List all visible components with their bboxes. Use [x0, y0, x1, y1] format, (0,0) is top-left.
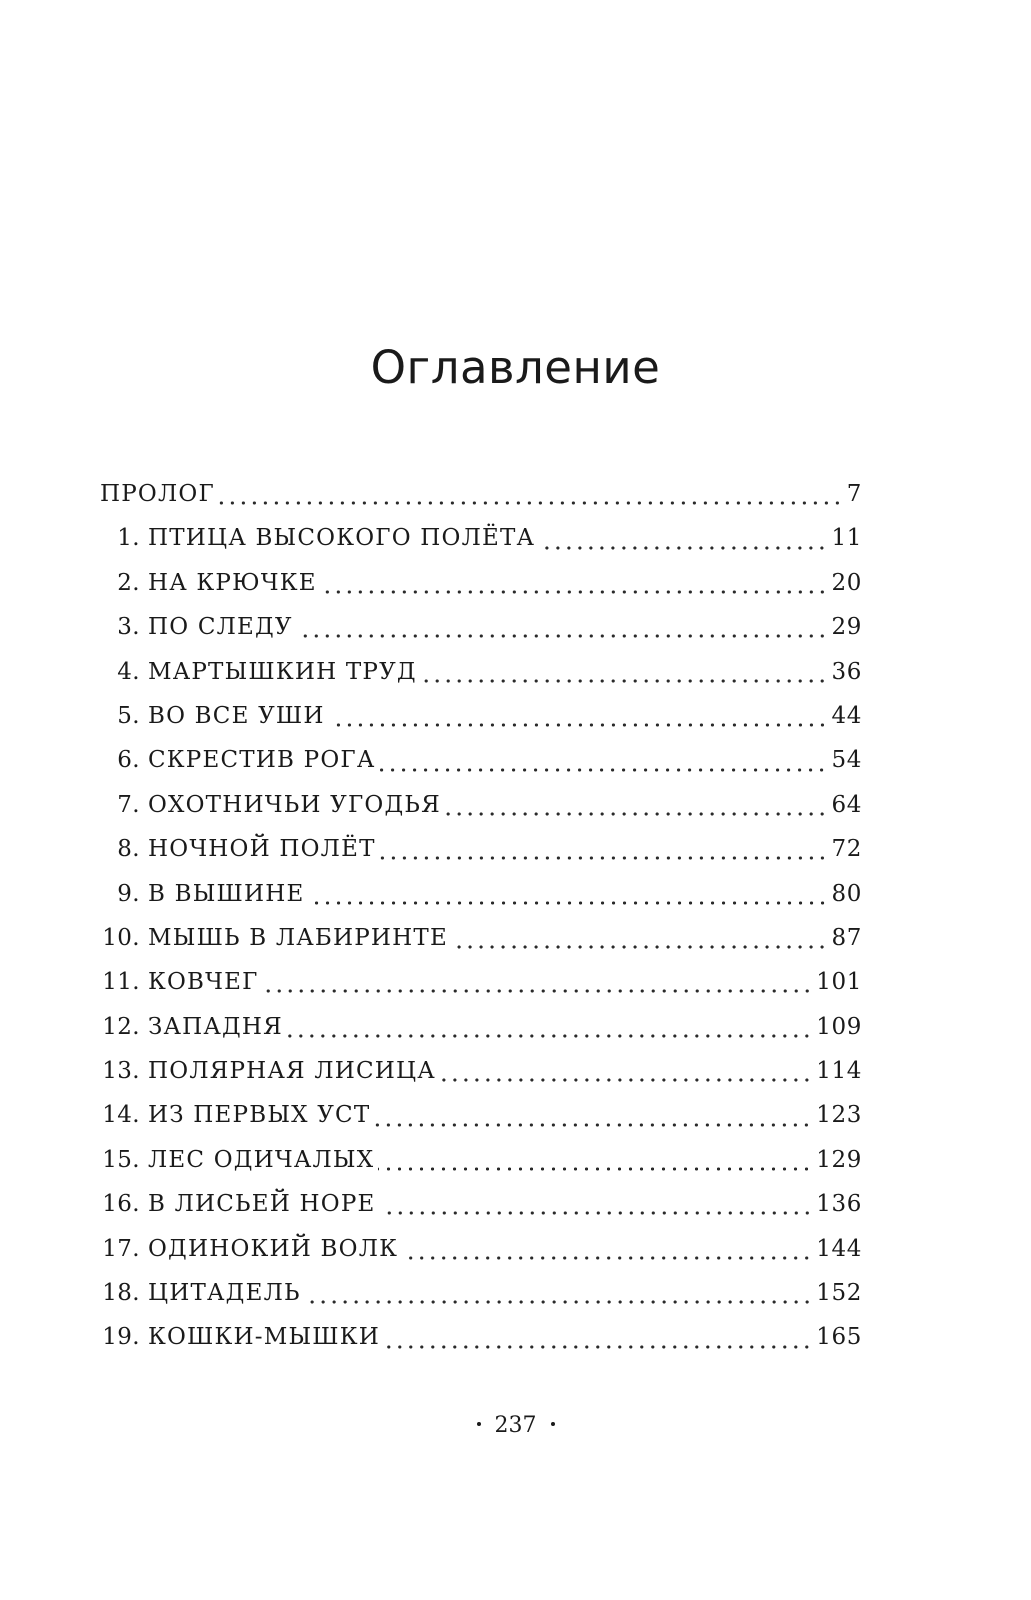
toc-entry-page: 152	[816, 1280, 862, 1307]
toc-entry-title: ЦИТАДЕЛЬ	[148, 1280, 301, 1307]
toc-dot-leader	[321, 571, 828, 601]
toc-entry-number: 12.	[102, 1013, 140, 1040]
toc-entry-page: 129	[816, 1146, 862, 1173]
toc-entry-page: 54	[831, 747, 862, 774]
toc-dot-leader	[297, 615, 828, 645]
toc-entry	[100, 650, 862, 694]
toc-entry-page: 72	[831, 836, 862, 863]
toc-entry-title: НОЧНОЙ ПОЛЁТ	[148, 836, 376, 863]
toc-dot-leader	[378, 1148, 812, 1178]
toc-entry-number: 9.	[117, 880, 140, 907]
toc-dot-leader	[374, 1104, 812, 1134]
toc-dot-leader	[329, 704, 828, 734]
toc-entry-title: ПРОЛОГ	[100, 481, 215, 507]
toc-entry-page: 101	[816, 969, 862, 996]
toc-dot-leader	[452, 926, 828, 956]
toc-dot-leader	[440, 1059, 812, 1089]
page-title: Оглавление	[370, 341, 661, 395]
toc-entry-number: 11.	[102, 969, 140, 996]
toc-entry	[100, 516, 862, 560]
toc-dot-leader	[309, 882, 828, 912]
toc-entry-number: 18.	[102, 1280, 140, 1307]
toc-entry-number: 19.	[102, 1324, 140, 1351]
toc-entry-page: 80	[831, 880, 862, 907]
folio-dot-right	[551, 1422, 555, 1426]
toc-entry	[100, 1315, 862, 1359]
page-number-value: 237	[494, 1413, 537, 1438]
page-number	[0, 1410, 1031, 1442]
toc-entry	[100, 1182, 862, 1226]
toc-entry-number: 17.	[102, 1235, 140, 1262]
toc-entry	[100, 1227, 862, 1271]
toc-dot-leader	[219, 482, 843, 512]
toc-entry-title: ПОЛЯРНАЯ ЛИСИЦА	[148, 1058, 436, 1085]
toc-entry-title: ОХОТНИЧЬИ УГОДЬЯ	[148, 791, 441, 818]
toc-entry	[100, 1093, 862, 1137]
toc-dot-leader	[445, 793, 828, 823]
toc-entry	[100, 1049, 862, 1093]
toc-entry	[100, 1138, 862, 1182]
toc-entry-title: СКРЕСТИВ РОГА	[148, 747, 376, 774]
toc-entry-page: 144	[816, 1235, 862, 1262]
toc-entry-title: ПТИЦА ВЫСОКОГО ПОЛЁТА	[148, 525, 536, 552]
toc-entry-number: 13.	[102, 1058, 140, 1085]
toc-entry-number: 6.	[117, 747, 140, 774]
toc-entry	[100, 694, 862, 738]
toc-entry-number: 3.	[117, 614, 140, 641]
toc-dot-leader	[421, 660, 828, 690]
toc-dot-leader	[379, 749, 827, 779]
toc-entry	[100, 960, 862, 1004]
toc-entry-title: КОШКИ-МЫШКИ	[148, 1324, 381, 1351]
toc-entry-title: КОВЧЕГ	[148, 969, 259, 996]
toc-entry-number: 5.	[117, 702, 140, 729]
toc-entry-page: 44	[831, 702, 862, 729]
toc-entry	[100, 916, 862, 960]
toc-dot-leader	[380, 1192, 813, 1222]
toc-entry-page: 11	[831, 525, 862, 552]
toc-entry-page: 87	[831, 924, 862, 951]
toc-entry-title: ВО ВСЕ УШИ	[148, 702, 325, 729]
toc-entry-number: 14.	[102, 1102, 140, 1129]
toc-entry-page: 109	[816, 1013, 862, 1040]
toc-entry	[100, 605, 862, 649]
toc-entry	[100, 872, 862, 916]
table-of-contents	[100, 472, 862, 1360]
toc-entry-page: 29	[831, 614, 862, 641]
toc-dot-leader	[263, 970, 813, 1000]
toc-entry-number: 1.	[117, 525, 140, 552]
toc-entry-number: 15.	[102, 1146, 140, 1173]
toc-entry-title: ПО СЛЕДУ	[148, 614, 293, 641]
toc-entry-number: 4.	[117, 658, 140, 685]
toc-entry-title: В ЛИСЬЕЙ НОРЕ	[148, 1191, 376, 1218]
toc-entry-page: 64	[831, 791, 862, 818]
toc-entry-title: ОДИНОКИЙ ВОЛК	[148, 1235, 399, 1262]
toc-entry-title: В ВЫШИНЕ	[148, 880, 305, 907]
toc-dot-leader	[380, 837, 828, 867]
toc-entry-page: 7	[846, 481, 862, 507]
toc-entry	[100, 1005, 862, 1049]
folio-dot-left	[477, 1422, 481, 1426]
toc-entry	[100, 472, 862, 516]
toc-entry	[100, 1271, 862, 1315]
toc-entry-page: 136	[816, 1191, 862, 1218]
toc-dot-leader	[384, 1326, 812, 1356]
toc-entry-title: ИЗ ПЕРВЫХ УСТ	[148, 1102, 371, 1129]
toc-entry-page: 20	[831, 569, 862, 596]
toc-entry-title: МАРТЫШКИН ТРУД	[148, 658, 417, 685]
toc-entry	[100, 827, 862, 871]
toc-entry	[100, 738, 862, 782]
toc-entry-page: 123	[816, 1102, 862, 1129]
toc-entry-page: 114	[816, 1058, 862, 1085]
toc-dot-leader	[305, 1281, 813, 1311]
toc-entry-number: 10.	[102, 924, 140, 951]
toc-entry	[100, 783, 862, 827]
toc-dot-leader	[402, 1237, 812, 1267]
toc-entry-number: 2.	[117, 569, 140, 596]
toc-entry-number: 8.	[117, 836, 140, 863]
toc-entry-number: 16.	[102, 1191, 140, 1218]
toc-entry-title: МЫШЬ В ЛАБИРИНТЕ	[148, 924, 448, 951]
toc-entry-page: 165	[816, 1324, 862, 1351]
toc-entry-page: 36	[831, 658, 862, 685]
toc-dot-leader	[287, 1015, 812, 1045]
toc-entry-title: НА КРЮЧКЕ	[148, 569, 317, 596]
toc-dot-leader	[539, 527, 827, 557]
toc-entry-number: 7.	[117, 791, 140, 818]
toc-entry	[100, 561, 862, 605]
toc-entry-title: ЛЕС ОДИЧАЛЫХ	[148, 1146, 375, 1173]
toc-entry-title: ЗАПАДНЯ	[148, 1013, 283, 1040]
